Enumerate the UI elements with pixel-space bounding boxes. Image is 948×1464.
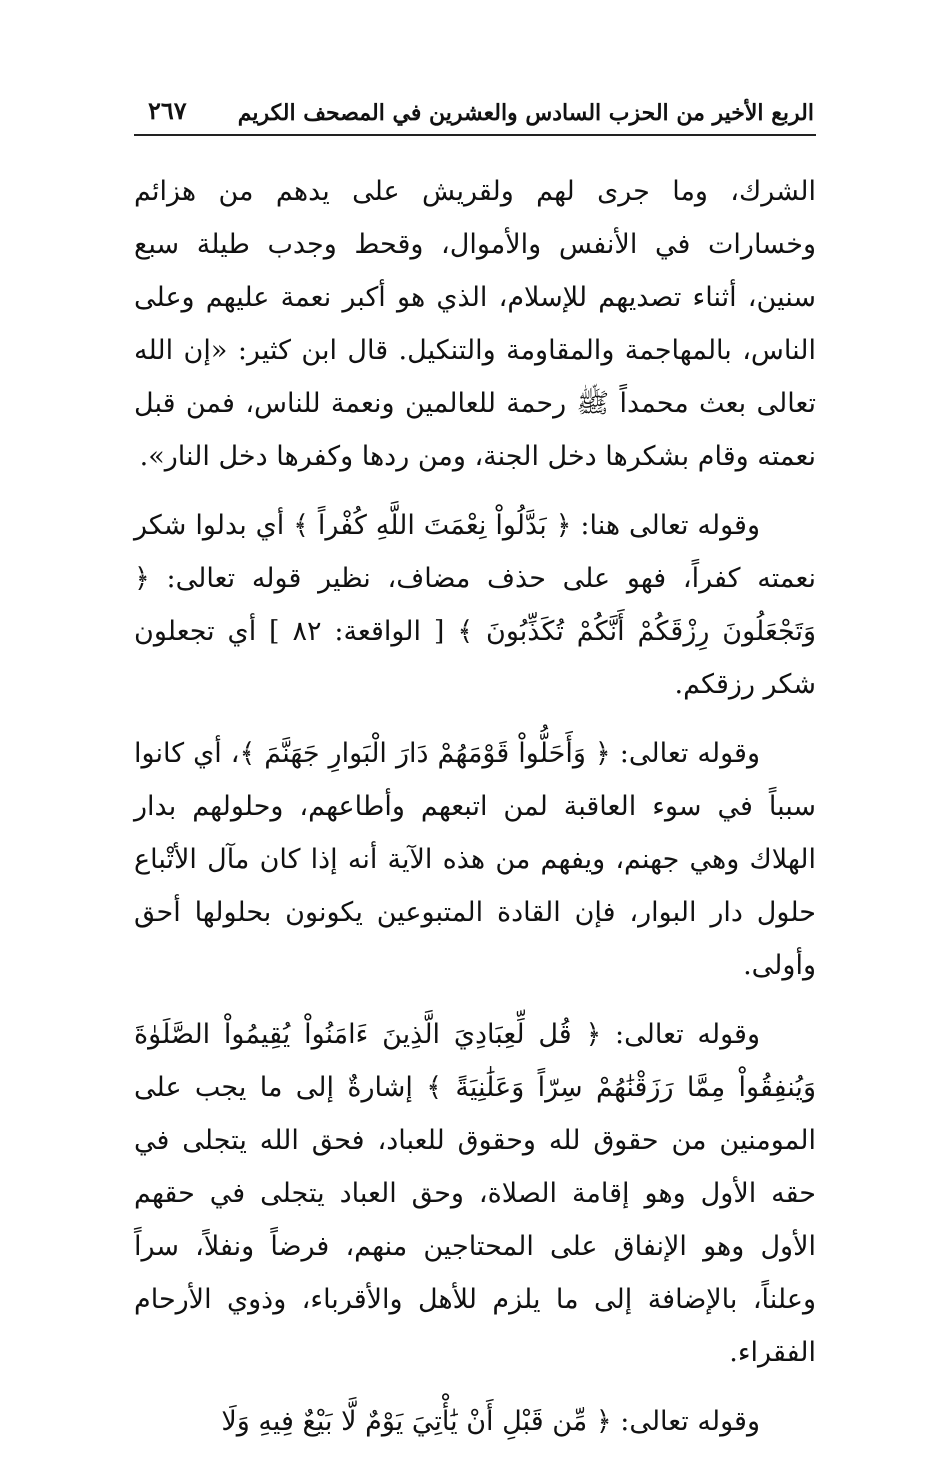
paragraph: وقوله تعالى: ﴿ مِّن قَبْلِ أَنْ يَٰأْتِيَ يَوْمٌ لَّا بَيْعٌ فِيهِ وَلَا: [221, 1406, 760, 1437]
paragraph: وقوله تعالى هنا: ﴿ بَدَّلُواْ نِعْمَتَ اللَّهِ كُفْراً ﴾ أي بدلوا شكر نعمته كفراً، فهو على حذف مضاف، نظير قوله تعالى: ﴿ وَتَجْعَلُونَ رِزْقَكُمْ أَنَّكُمْ تُكَذِّبُونَ ﴾ [ الواقعة: ٨٢ ] أي تجعلون شكر رزقكم.: [134, 510, 816, 700]
paragraph: الشرك، وما جرى لهم ولقريش على يدهم من هزائم وخسارات في الأنفس والأموال، وقحط وجدب طيلة سبع سنين، أثناء تصديهم للإسلام، الذي هو أكبر نعمة عليهم وعلى الناس، بالمهاجمة والمقاومة والتنكيل. قال ابن كثير: «إن الله تعالى بعث محمداً ﷺ رحمة للعالمين ونعمة للناس، فمن قبل نعمته وقام بشكرها دخل الجنة، ومن ردها وكفرها دخل النار».: [134, 176, 816, 472]
paragraph: وقوله تعالى: ﴿ قُل لِّعِبَادِيَ الَّذِينَ ءَامَنُواْ يُقِيمُواْ الصَّلَوٰةَ وَيُنفِقُواْ مِمَّا رَزَقْنَٰهُمْ سِرّاً وَعَلَٰنِيَةً ﴾ إشارةٌ إلى ما يجب على المومنين من حقوق لله وحقوق للعباد، فحق الله يتجلى في حقه الأول وهو إقامة الصلاة، وحق العباد يتجلى في حقهم الأول وهو الإنفاق على المحتاجين منهم، فرضاً ونفلاً، سراً وعلناً، بالإضافة إلى ما يلزم للأهل والأقرباء، وذوي الأرحام الفقراء.: [134, 1019, 816, 1368]
page-header: [134, 92, 814, 132]
running-title: الربع الأخير من الحزب السادس والعشرين في المصحف الكريم: [237, 100, 814, 126]
paragraph: وقوله تعالى: ﴿ وَأَحَلُّواْ قَوْمَهُمْ دَارَ الْبَوارِ جَهَنَّمَ ﴾، أي كانوا سبباً في سوء العاقبة لمن اتبعهم وأطاعهم، وحلولهم بدار الهلاك وهي جهنم، ويفهم من هذه الآية أنه إذا كان مآل الأتْباع حلول دار البوار، فإن القادة المتبوعين يكونون بحلولها أحق وأولى.: [134, 738, 816, 981]
body-text: [134, 165, 816, 1464]
header-divider: [134, 134, 816, 136]
page-number: ٢٦٧: [148, 96, 187, 125]
